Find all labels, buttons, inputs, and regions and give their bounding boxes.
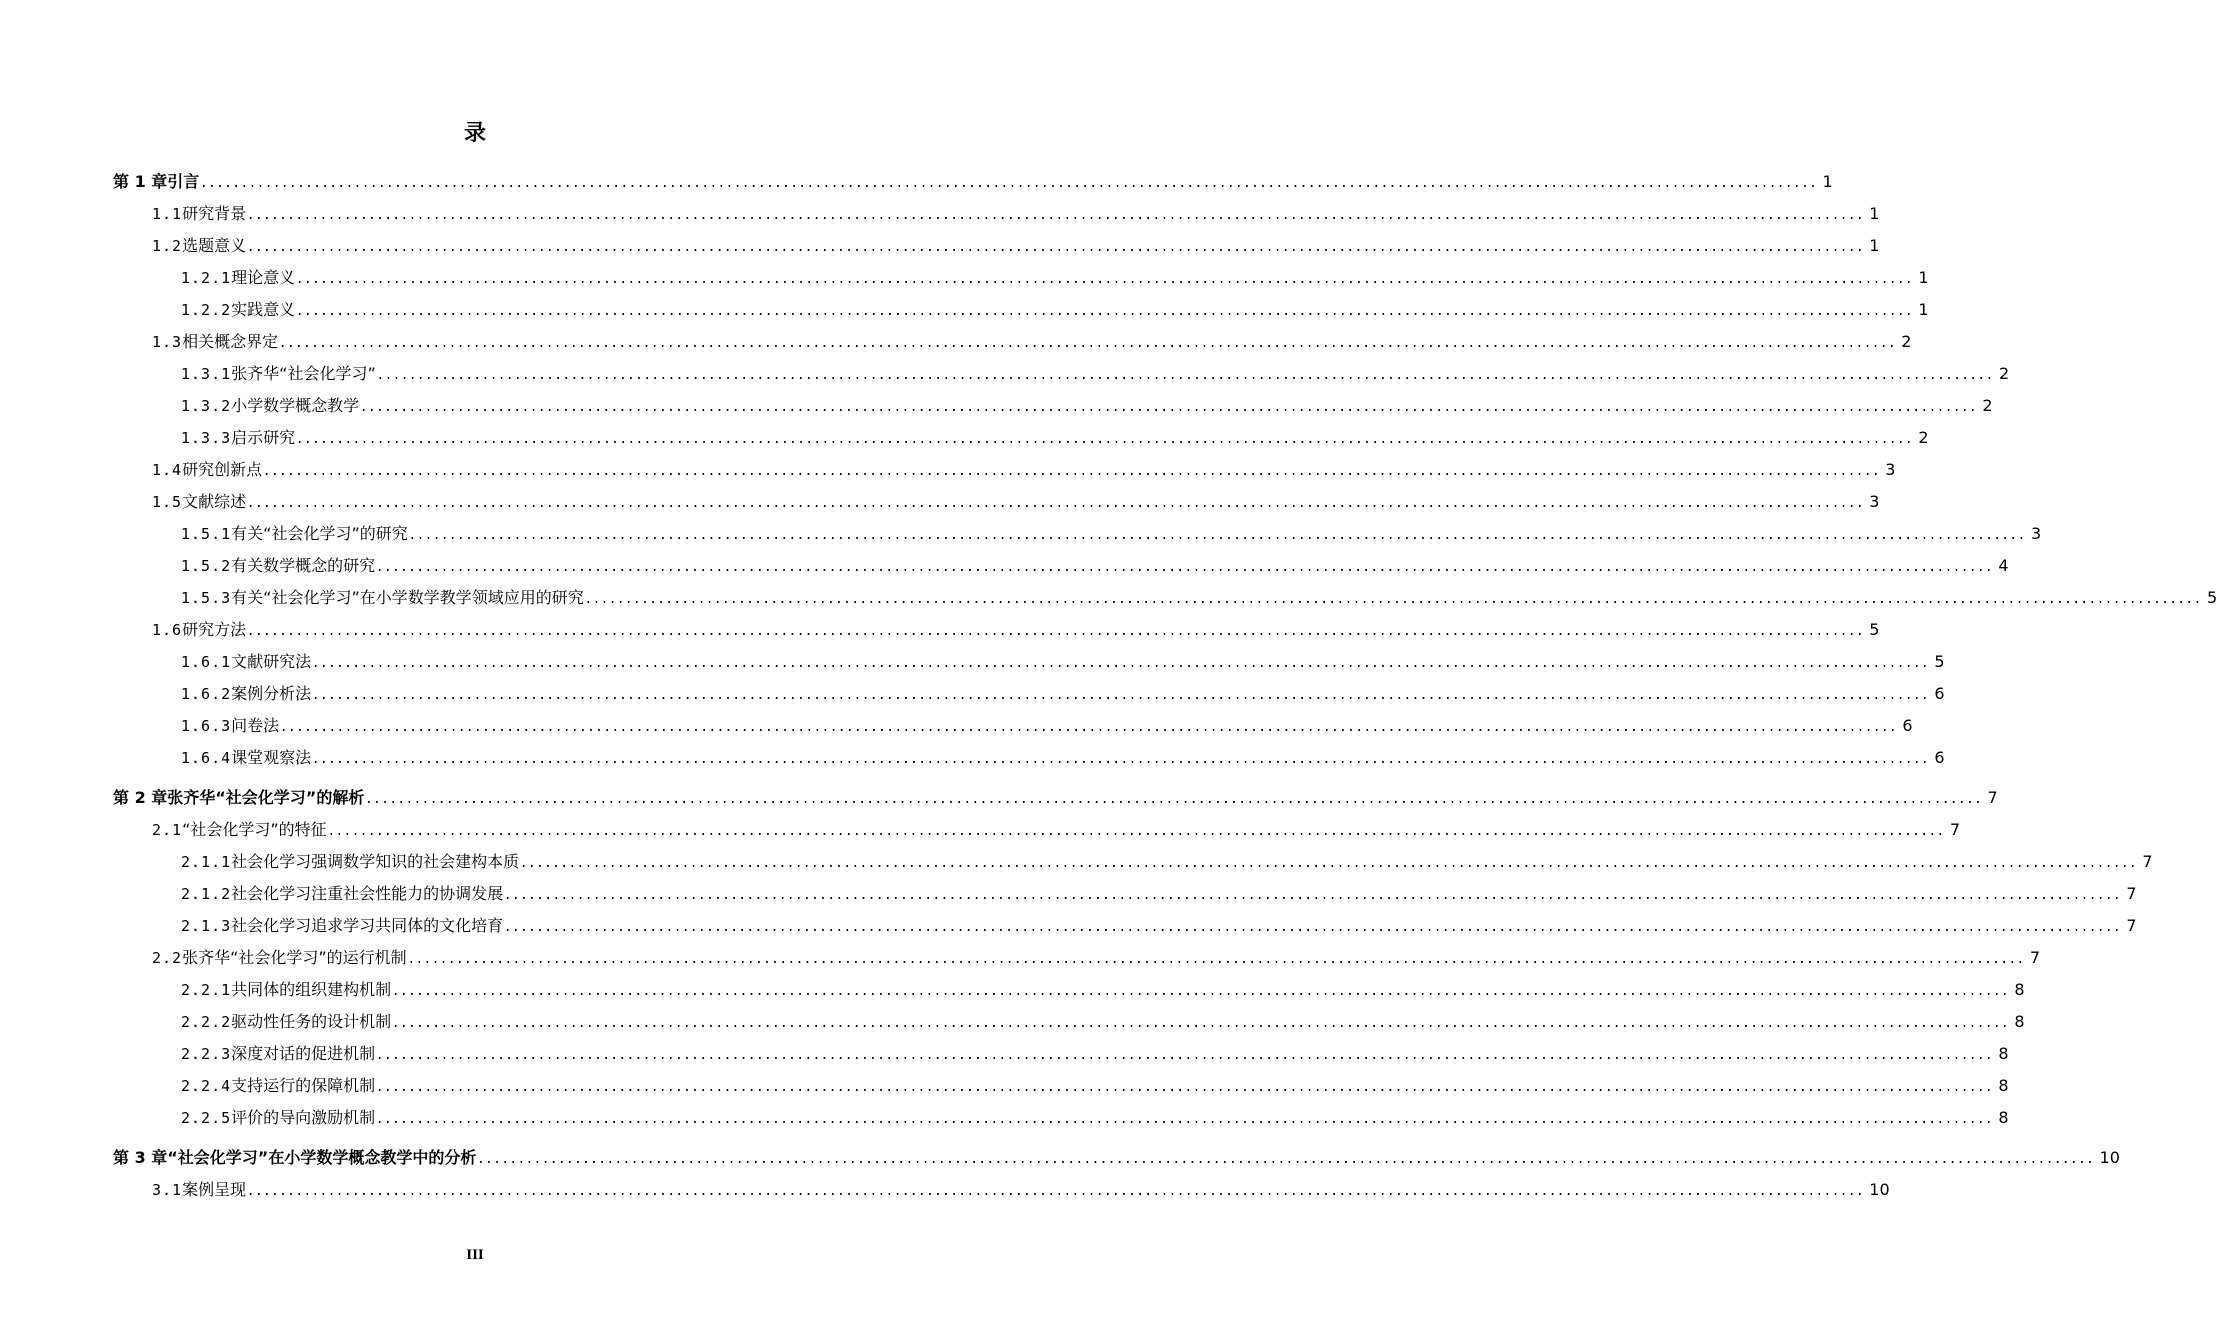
toc-entry-number: 1.3 — [152, 333, 183, 351]
toc-entry[interactable] — [152, 944, 2041, 972]
toc-entry[interactable] — [181, 296, 1929, 324]
toc-entry-page: 8 — [1998, 1044, 2009, 1063]
toc-entry-page: 6 — [1934, 748, 1945, 767]
toc-entry[interactable] — [181, 744, 1945, 772]
toc-entry-title: 有关数学概念的研究 — [231, 556, 376, 575]
toc-entry[interactable] — [181, 1104, 2009, 1132]
toc-entry-page: 7 — [1949, 820, 1961, 839]
toc-entry-number: 1.4 — [152, 461, 183, 479]
toc-dot-leader: ........................................................................................................................................................................................................ — [313, 748, 1931, 767]
toc-dot-leader: ........................................................................................................................................................................................................ — [248, 492, 1866, 511]
toc-entry-number: 1.3.2 — [181, 397, 232, 415]
toc-entry-title: 社会化学习注重社会性能力的协调发展 — [231, 884, 504, 903]
toc-entry-title: 课堂观察法 — [231, 748, 312, 767]
toc-dot-leader: ........................................................................................................................................................................................................ — [248, 1180, 1866, 1199]
toc-entry[interactable] — [152, 488, 1880, 516]
toc-entry[interactable] — [181, 848, 2153, 876]
toc-entry-title: 文献综述 — [182, 492, 247, 511]
toc-entry-page: 10 — [2099, 1148, 2120, 1167]
toc-dot-leader: ........................................................................................................................................................................................................ — [328, 820, 1946, 839]
toc-entry[interactable] — [152, 816, 1961, 844]
toc-entry-page: 1 — [1918, 300, 1929, 319]
toc-dot-leader: ........................................................................................................................................................................................................ — [377, 556, 1995, 575]
toc-entry[interactable] — [181, 424, 1929, 452]
toc-entry-number: 1.6 — [152, 621, 183, 639]
toc-entry-page: 2 — [1998, 364, 2010, 383]
toc-dot-leader: ........................................................................................................................................................................................................ — [393, 1012, 2011, 1031]
toc-dot-leader: ........................................................................................................................................................................................................ — [366, 788, 1984, 807]
toc-entry-page: 6 — [1934, 684, 1945, 703]
toc-entry-title: 评价的导向激励机制 — [231, 1108, 376, 1127]
toc-entry-number: 2.2 — [152, 949, 183, 967]
toc-entry-title: 有关“社会化学习”的研究 — [231, 524, 408, 543]
toc-entry-page: 3 — [2030, 524, 2042, 543]
toc-entry-number: 1.2 — [152, 237, 183, 255]
toc-dot-leader: ........................................................................................................................................................................................................ — [264, 460, 1882, 479]
toc-entry-title: 共同体的组织建构机制 — [231, 980, 392, 999]
toc-entry-title: 案例呈现 — [182, 1180, 247, 1199]
toc-entry-number: 1.5 — [152, 493, 183, 511]
toc-entry[interactable] — [181, 1072, 2009, 1100]
toc-entry-number: 2.2.1 — [181, 981, 232, 999]
page-title: 录 — [463, 121, 486, 146]
toc-dot-leader: ........................................................................................................................................................................................................ — [478, 1148, 2096, 1167]
toc-dot-leader: ........................................................................................................................................................................................................ — [377, 1044, 1995, 1063]
toc-dot-leader: ........................................................................................................................................................................................................ — [248, 204, 1866, 223]
toc-entry[interactable] — [181, 552, 2009, 580]
toc-entry-number: 2.1.1 — [181, 853, 232, 871]
toc-entry-number: 1.3.1 — [181, 365, 232, 383]
toc-entry-title: 驱动性任务的设计机制 — [231, 1012, 392, 1031]
toc-entry[interactable] — [181, 976, 2025, 1004]
toc-entry-page: 1 — [1869, 236, 1880, 255]
toc-entry-title: 深度对话的促进机制 — [231, 1044, 376, 1063]
toc-entry-page: 2 — [1982, 396, 1993, 415]
toc-entry[interactable] — [181, 392, 1993, 420]
toc-entry-page: 8 — [2014, 980, 2025, 999]
toc-entry-number: 第 1 章 — [113, 172, 168, 191]
toc-entry-title: 理论意义 — [231, 268, 296, 287]
toc-dot-leader: ........................................................................................................................................................................................................ — [505, 916, 2123, 935]
toc-entry-page: 7 — [2029, 948, 2041, 967]
toc-entry-number: 2.1 — [152, 821, 183, 839]
toc-entry-page: 7 — [2126, 916, 2137, 935]
toc-entry-title: 小学数学概念教学 — [231, 396, 360, 415]
toc-entry-number: 1.5.2 — [181, 557, 232, 575]
toc-dot-leader: ........................................................................................................................................................................................................ — [248, 620, 1866, 639]
toc-entry[interactable] — [152, 1176, 1890, 1204]
toc-entry-number: 1.5.1 — [181, 525, 232, 543]
toc-dot-leader: ........................................................................................................................................................................................................ — [361, 396, 1979, 415]
toc-entry-title: 实践意义 — [231, 300, 296, 319]
toc-entry[interactable] — [181, 520, 2042, 548]
toc-entry-page: 1 — [1869, 204, 1880, 223]
toc-entry[interactable] — [152, 200, 1880, 228]
toc-entry-number: 2.1.3 — [181, 917, 232, 935]
toc-dot-leader: ........................................................................................................................................................................................................ — [280, 332, 1898, 351]
toc-entry-title: 支持运行的保障机制 — [231, 1076, 376, 1095]
toc-entry-title: 社会化学习追求学习共同体的文化培育 — [231, 916, 504, 935]
toc-entry-page: 2 — [1901, 332, 1912, 351]
toc-entry-number: 1.6.4 — [181, 749, 232, 767]
toc-dot-leader: ........................................................................................................................................................................................................ — [521, 852, 2139, 871]
toc-entry-number: 1.3.3 — [181, 429, 232, 447]
toc-entry[interactable] — [181, 1040, 2009, 1068]
toc-entry-page: 3 — [1885, 460, 1896, 479]
toc-dot-leader: ........................................................................................................................................................................................................ — [408, 948, 2026, 967]
toc-entry-page: 7 — [2142, 852, 2153, 871]
toc-entry-title: 文献研究法 — [231, 652, 312, 671]
toc-entry-title: 张齐华“社会化学习”的解析 — [167, 788, 365, 807]
toc-entry-title: “社会化学习”的特征 — [182, 820, 327, 839]
toc-entry-page: 7 — [2126, 884, 2137, 903]
toc-entry-page: 4 — [1998, 556, 2009, 575]
toc-dot-leader: ........................................................................................................................................................................................................ — [281, 716, 1899, 735]
toc-entry[interactable] — [181, 712, 1913, 740]
toc-entry[interactable] — [181, 912, 2137, 940]
toc-entry-number: 1.1 — [152, 205, 183, 223]
toc-entry-page: 7 — [1987, 788, 1998, 807]
toc-dot-leader: ........................................................................................................................................................................................................ — [313, 684, 1931, 703]
toc-dot-leader: ........................................................................................................................................................................................................ — [377, 1076, 1995, 1095]
toc-entry-title: 张齐华“社会化学习”的运行机制 — [182, 948, 407, 967]
toc-entry[interactable] — [113, 168, 1833, 196]
toc-entry[interactable] — [181, 264, 1929, 292]
toc-entry[interactable] — [113, 784, 1998, 812]
toc-entry-number: 2.1.2 — [181, 885, 232, 903]
toc-entry-page: 6 — [1902, 716, 1913, 735]
toc-entry-title: 研究创新点 — [182, 460, 263, 479]
toc-entry-page: 5 — [1869, 620, 1880, 639]
toc-dot-leader: ........................................................................................................................................................................................................ — [248, 236, 1866, 255]
toc-entry-page: 1 — [1918, 268, 1929, 287]
toc-entry[interactable] — [152, 616, 1880, 644]
toc-dot-leader: ........................................................................................................................................................................................................ — [393, 980, 2011, 999]
toc-entry-page: 8 — [1998, 1108, 2009, 1127]
toc-dot-leader: ........................................................................................................................................................................................................ — [377, 364, 1995, 383]
toc-entry[interactable] — [152, 232, 1880, 260]
toc-entry[interactable] — [152, 328, 1912, 356]
toc-entry[interactable] — [181, 1008, 2025, 1036]
toc-entry-number: 2.2.5 — [181, 1109, 232, 1127]
toc-entry-number: 1.2.2 — [181, 301, 232, 319]
toc-entry[interactable] — [181, 680, 1945, 708]
toc-entry-title: 选题意义 — [182, 236, 247, 255]
toc-entry-page: 8 — [1998, 1076, 2009, 1095]
toc-entry-title: 研究背景 — [182, 204, 247, 223]
toc-entry-number: 1.6.2 — [181, 685, 232, 703]
toc-entry[interactable] — [181, 648, 1945, 676]
toc-entry-title: 有关“社会化学习”在小学数学教学领域应用的研究 — [231, 588, 584, 607]
toc-entry-number: 第 3 章 — [113, 1148, 168, 1167]
toc-entry-number: 1.2.1 — [181, 269, 232, 287]
toc-entry-number: 1.5.3 — [181, 589, 232, 607]
toc-entry-number: 1.6.1 — [181, 653, 232, 671]
toc-entry-page: 2 — [1918, 428, 1929, 447]
page-number-footer: III — [466, 1247, 484, 1263]
toc-entry-number: 2.2.3 — [181, 1045, 232, 1063]
toc-entry-page: 1 — [1822, 172, 1833, 191]
toc-dot-leader: ........................................................................................................................................................................................................ — [377, 1108, 1995, 1127]
toc-dot-leader: ........................................................................................................................................................................................................ — [201, 172, 1819, 191]
toc-entry-title: 引言 — [167, 172, 200, 191]
toc-entry-page: 8 — [2014, 1012, 2025, 1031]
toc-dot-leader: ........................................................................................................................................................................................................ — [297, 428, 1915, 447]
toc-entry[interactable] — [152, 456, 1896, 484]
toc-dot-leader: ........................................................................................................................................................................................................ — [297, 268, 1915, 287]
toc-entry[interactable] — [181, 880, 2137, 908]
toc-entry-title: 社会化学习强调数学知识的社会建构本质 — [231, 852, 520, 871]
toc-entry-title: 问卷法 — [231, 716, 280, 735]
toc-entry-number: 第 2 章 — [113, 788, 168, 807]
toc-entry-title: 张齐华“社会化学习” — [231, 364, 376, 383]
toc-entry-number: 2.2.2 — [181, 1013, 232, 1031]
toc-dot-leader: ........................................................................................................................................................................................................ — [297, 300, 1915, 319]
toc-entry-number: 2.2.4 — [181, 1077, 232, 1095]
toc-entry-page: 5 — [1934, 652, 1945, 671]
toc-entry[interactable] — [113, 1144, 2120, 1172]
toc-entry[interactable] — [181, 584, 2217, 612]
toc-entry-title: 相关概念界定 — [182, 332, 279, 351]
toc-dot-leader: ........................................................................................................................................................................................................ — [505, 884, 2123, 903]
toc-entry-number: 1.6.3 — [181, 717, 232, 735]
toc-entry-title: “社会化学习”在小学数学概念教学中的分析 — [167, 1148, 477, 1167]
toc-dot-leader: ........................................................................................................................................................................................................ — [585, 588, 2203, 607]
toc-dot-leader: ........................................................................................................................................................................................................ — [313, 652, 1931, 671]
toc-entry-number: 3.1 — [152, 1181, 183, 1199]
toc-entry[interactable] — [181, 360, 2010, 388]
toc-dot-leader: ........................................................................................................................................................................................................ — [409, 524, 2027, 543]
toc-entry-title: 案例分析法 — [231, 684, 312, 703]
toc-entry-page: 3 — [1869, 492, 1880, 511]
toc-entry-page: 10 — [1869, 1180, 1890, 1199]
toc-entry-page: 5 — [2206, 588, 2217, 607]
toc-entry-title: 启示研究 — [231, 428, 296, 447]
toc-entry-title: 研究方法 — [182, 620, 247, 639]
